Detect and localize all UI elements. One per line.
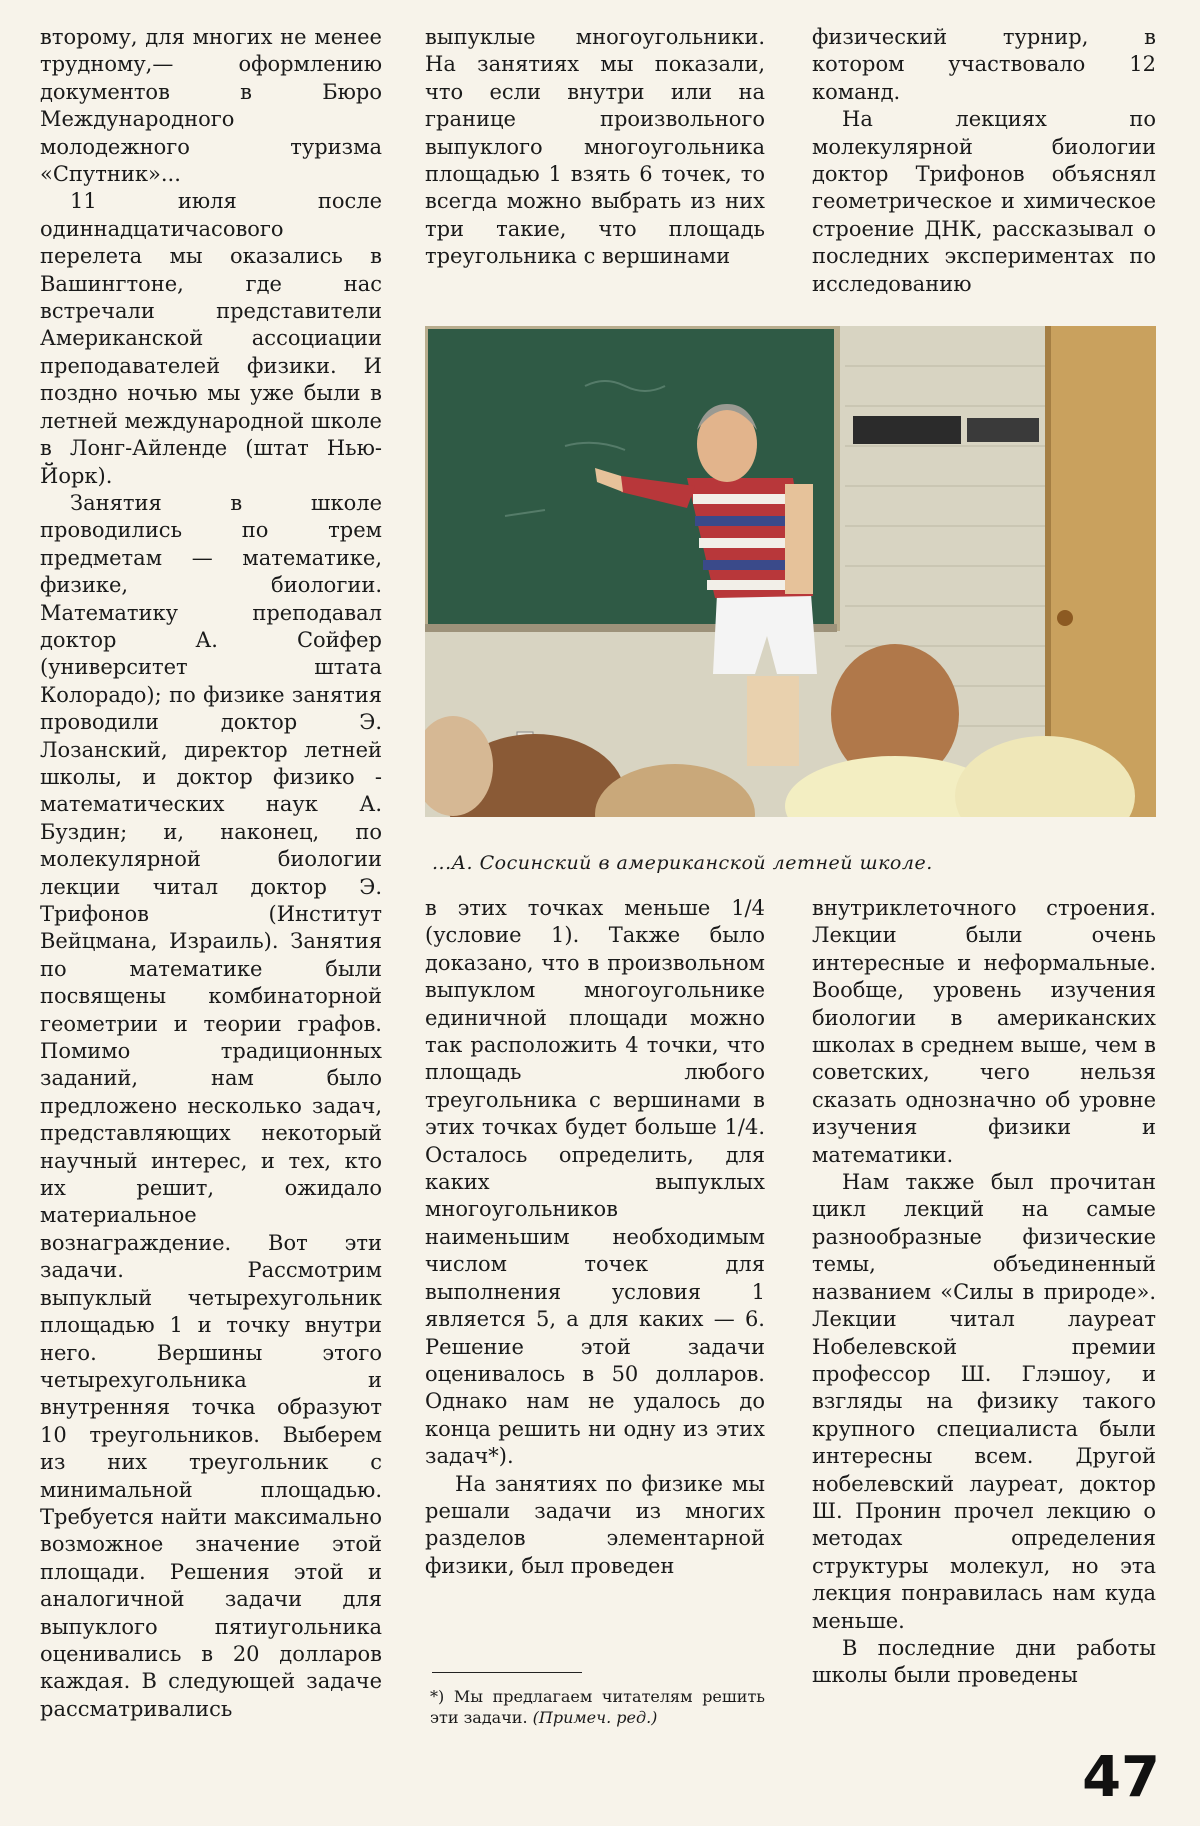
paragraph: в этих точках меньше 1/4 (условие 1). Также было доказано, что в произвольном выпуклом многоугольнике единичной площади можно так расположить 4 точки, что площадь любого треугольника с вершинами в этих точках будет больше 1/4. Осталось определить, для каких выпуклых многоугольников наименьшим необходимым числом точек для выполнения условия 1 является 5, а для каких — 6. Решение этой задачи оценивалось в 50 долларов. Однако нам не удалось до конца решить ни одну из этих задач*). [425,896,765,1469]
paragraph: внутриклеточного строения. Лекции были очень интересные и неформальные. Вообще, уровень изучения биологии в американских школах в среднем выше, чем в советских, чего нельзя сказать однозначно об уровне изучения физики и математики. [812,896,1156,1167]
text-column-3-bottom [812,895,1156,1690]
photo-caption: ...А. Сосинский в американской летней школе. [432,852,933,874]
text-column-2-top [425,24,765,271]
paragraph: 11 июля после одиннадцатичасового перелета мы оказались в Вашингтоне, где нас встречали представители Американской ассоциации преподавателей физики. И поздно ночью мы уже были в летней международной школе в Лонг-Айленде (штат Нью-Йорк). [40,189,382,488]
text-column-3-top [812,24,1156,298]
classroom-photo [425,326,1156,817]
paragraph: физический турнир, в котором участвовало 12 команд. [812,25,1156,104]
page-number: 47 [1082,1745,1160,1810]
paragraph: второму, для многих не менее трудному,— оформлению документов в Бюро Международного молодежного туризма «Спутник»... [40,25,382,187]
paragraph: На занятиях по физике мы решали задачи из многих разделов элементарной физики, был проведен [425,1471,765,1578]
paragraph: На лекциях по молекулярной биологии доктор Трифонов объяснял геометрическое и химическое строение ДНК, рассказывал о последних экспериментах по исследованию [812,107,1156,296]
footnote [430,1686,765,1728]
text-column-1 [40,24,382,1723]
text-column-2-bottom [425,895,765,1580]
footnote-text: *) Мы предлагаем читателям решить эти задачи. [430,1687,765,1727]
paragraph: Занятия в школе проводились по трем предметам — математике, физике, биологии. Математику преподавал доктор А. Сойфер (университет штата Колорадо); по физике занятия проводили доктор Э. Лозанский, директор летней школы, и доктор физико - математических наук А. Буздин; и, наконец, по молекулярной биологии лекции читал доктор Э. Трифонов (Институт Вейцмана, Израиль). Занятия по математике были посвящены комбинаторной геометрии и теории графов. Помимо традиционных заданий, нам было предложено несколько задач, представляющих некоторый научный интерес, и тех, кто их решит, ожидало материальное вознаграждение. Вот эти задачи. Рассмотрим выпуклый четырехугольник площадью 1 и точку внутри него. Вершины этого четырехугольника и внутренняя точка образуют 10 треугольников. Выберем из них треугольник с минимальной площадью. Требуется найти максимально возможное значение этой площади. Решения этой и аналогичной задачи для выпуклого пятиугольника оценивались в 20 долларов каждая. В следующей задаче рассматривались [40,490,382,1721]
paragraph: выпуклые многоугольники. На занятиях мы показали, что если внутри или на границе произвольного выпуклого многоугольника площадью 1 взять 6 точек, то всегда можно выбрать из них три такие, что площадь треугольника с вершинами [425,25,765,269]
door-knob [1057,610,1073,626]
paragraph: В последние дни работы школы были проведены [812,1635,1156,1688]
footnote-note: (Примеч. ред.) [532,1708,658,1727]
paragraph: Нам также был прочитан цикл лекций на самые разнообразные физические темы, объединенный названием «Силы в природе». Лекции читал лауреат Нобелевской премии профессор Ш. Глэшоу, и взгляды на физику такого крупного специалиста были интересны всем. Другой нобелевский лауреат, доктор Ш. Пронин прочел лекцию о методах определения структуры молекул, но эта лекция понравилась нам куда меньше. [812,1170,1156,1633]
photo-illustration [425,326,1156,817]
footnote-divider [432,1672,582,1673]
wall-sign [853,416,961,444]
